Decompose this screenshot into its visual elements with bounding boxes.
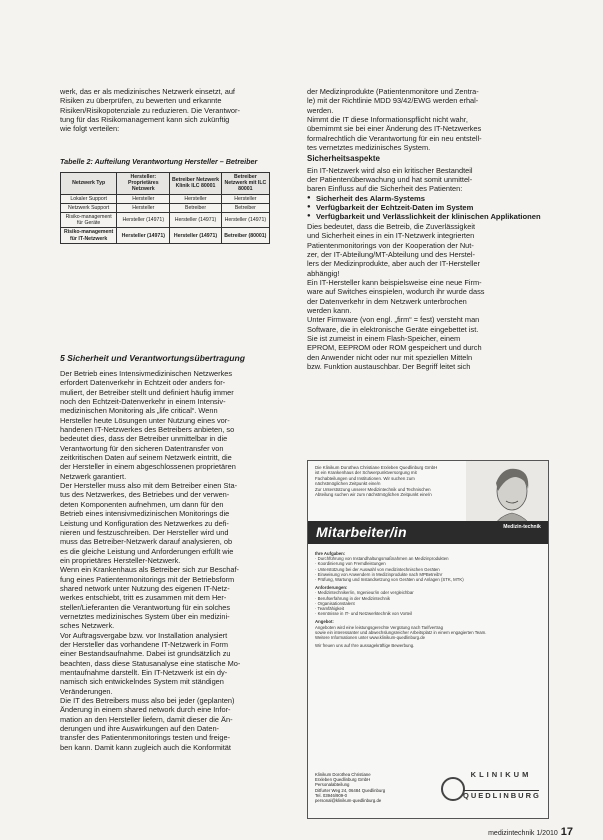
- table-cell: Betreiber (80001): [221, 228, 269, 243]
- text-line: tus des Netzwerkes, des Betriebes und der verwen-: [60, 490, 230, 500]
- table-header-cell: Betreiber Netzwerk mit ILC 80001: [221, 173, 269, 195]
- text-line: den Anwender nicht oder nur mit speziellen Mitteln: [307, 352, 473, 362]
- text-line: fung eines Patientenmonitorings mit der Betriebsform: [60, 574, 235, 584]
- right-column: [307, 87, 543, 371]
- ad-address-line: Ditfurter Weg 24, 06484 Quedlinburg: [315, 787, 386, 793]
- ad-address-line: personal@klinikum-quedlinburg.de: [315, 798, 382, 804]
- responsibility-table: [60, 172, 270, 244]
- ad-requirement-item: · Kenntnisse in IT- und Netzwerktechnik von Vorteil: [315, 611, 412, 617]
- table-caption: Tabelle 2: Aufteilung Verantwortung Hersteller – Betreiber: [60, 157, 258, 166]
- ad-requirement-item: · Medizintechniker/in, Ingenieur/in oder vergleichbar: [315, 590, 414, 596]
- text-line: mentaufnahme darstellt. Ein IT-Netzwerk ist ein dy-: [60, 668, 228, 677]
- table-cell: Hersteller: [117, 203, 170, 212]
- table-cell: Hersteller (14971): [117, 213, 170, 228]
- bullet-item: ● Verfügbarkeit und Verlässlichkeit der klinischen Applikationen: [307, 212, 543, 221]
- text-line: wie folgt verteilen:: [60, 124, 120, 134]
- text-line: der Patientenüberwachung und hat somit unmittel-: [307, 175, 473, 185]
- text-line: Der Betrieb eines Intensivmedizinischen Netzwerkes: [60, 369, 233, 378]
- text-line: Hersteller heute Lösungen unter Nutzung eines vor-: [60, 415, 230, 425]
- table-cell: Lokaler Support: [61, 194, 117, 203]
- bullet-item: ● Sicherheit des Alarm-Systems: [307, 194, 543, 203]
- text-line: werk, das er als medizinisches Netzwerk einsetzt, auf: [60, 87, 235, 96]
- bullet-list: [307, 194, 543, 222]
- text-line: übernimmt sie bei einer Änderung des IT-Netzwerkes: [307, 124, 482, 134]
- text-line: deten Komponenten aufnehmen, um dann für den: [60, 499, 224, 509]
- logo-text-top: KLINIKUM: [470, 770, 532, 779]
- table-header-row: [61, 173, 270, 195]
- text-line: Software, die in elektronische Geräte eingebettet ist.: [307, 324, 479, 334]
- text-line: der Hersteller in einem abgeschlossenen proprietären: [60, 462, 236, 472]
- text-line: transfer des Patientenmonitorings testen und freige-: [60, 733, 231, 743]
- text-line: lers der Medizinprodukte, aber auch der IT-Hersteller: [307, 259, 480, 269]
- table-cell: Hersteller (14971): [170, 213, 221, 228]
- ad-requirements-heading: Anforderungen:: [315, 585, 348, 591]
- text-line: werkes entschiebt, tritt es zusammen mit dem Her-: [60, 593, 227, 603]
- text-line: medizinischen Monitoring als „life critical“. Wenn: [60, 406, 218, 416]
- text-line: Verantwortung für den sicheren Datentransfer von: [60, 443, 224, 453]
- table-cell: Netzwerk Support: [61, 203, 117, 212]
- text-line: formalrechtlich die Verantwortung für ein neu entstell-: [307, 133, 482, 143]
- text-line: handenen IT-Netzwerkes des Betreibers anbieten, so: [60, 425, 235, 435]
- text-line: Ein IT-Hersteller kann beispielsweise eine neue Firm-: [307, 277, 482, 287]
- text-line: abhängig!: [307, 268, 340, 278]
- text-line: Sie ist zumeist in einem Flash-Speicher, einem: [307, 333, 461, 343]
- ad-intro-line: Fachabteilungen und Institutionen. Wir suchen zum: [315, 475, 415, 481]
- ad-body: [308, 544, 548, 648]
- text-line: und Sicherheit eines in ein IT-Netzwerk integrierten: [307, 231, 475, 241]
- ad-address: [315, 772, 425, 803]
- ad-intro-line: Zur Unterstützung unserer Medizintechnik und Technischen: [315, 486, 431, 492]
- ad-offer-line: Weitere Informationen unter www.klinikum-quedlinburg.de: [315, 635, 426, 641]
- text-line: tung für das Risikomanagement kann sich zukünftig: [60, 115, 230, 125]
- table-header-cell: Betreiber Netzwerk Klinik ILC 80001: [170, 173, 221, 195]
- table-row: [61, 213, 270, 228]
- page-number: 17: [560, 826, 573, 838]
- ad-offer-line: sowie ein interessanter und abwechslungsreicher Arbeitsplatz in einem engagierten Team.: [315, 629, 487, 635]
- text-line: der Medizinprodukte (Patientenmonitore und Zentra-: [307, 87, 479, 96]
- text-line: Wenn ein Krankenhaus als Betreiber sich zur Beschaf-: [60, 565, 239, 575]
- text-line: zeitkritischen Daten auf seinem Netzwerk eintritt, die: [60, 453, 232, 463]
- text-line: erfordert Datenverkehr in Echtzeit oder anders for-: [60, 378, 226, 388]
- ad-task-item: · Koordinierung von Fremdleistungen: [315, 561, 386, 567]
- text-line: Der Hersteller muss also mit dem Betreiber einen Sta-: [60, 481, 238, 491]
- ad-requirements-list: [315, 590, 541, 616]
- right-paragraph-3: [307, 222, 543, 372]
- table-cell: Betreiber: [221, 203, 269, 212]
- text-line: Leistung und Konfiguration des Netzwerkes zu defi-: [60, 518, 229, 528]
- left-column-body: [60, 369, 295, 752]
- text-line: Änderung in einem shared network durch eine Infor-: [60, 705, 231, 715]
- ad-tasks-heading: Ihre Aufgaben:: [315, 551, 346, 556]
- text-line: Unter Firmware (von engl. „firm“ = fest) versteht man: [307, 315, 480, 325]
- text-line: einer Bestandsaufnahme. Dabei ist grundsätzlich zu: [60, 649, 231, 659]
- ad-requirement-item: · Teamfähigkeit: [315, 606, 345, 612]
- table-cell: Hersteller: [221, 194, 269, 203]
- ad-requirement-item: · Berufserfahrung in der Medizintechnik: [315, 595, 390, 601]
- table-header-cell: Hersteller: Proprietäres Netzwerk: [117, 173, 170, 195]
- text-line: der Hersteller das vorhandene IT-Netzwerk in Form: [60, 639, 228, 649]
- ad-intro-line: nächstmöglichen Zeitpunkt eine/n: [315, 481, 381, 487]
- right-paragraph-1: [307, 87, 543, 152]
- table-cell: Hersteller (14971): [170, 228, 221, 243]
- table-row: [61, 194, 270, 203]
- text-line: Risiken/Risikopotenziale zu reduzieren. Die Verantwor-: [60, 105, 240, 115]
- table-cell: Hersteller: [117, 194, 170, 203]
- text-line: derungen und ihre Auswirkungen auf den Daten-: [60, 724, 220, 734]
- table-body: [61, 194, 270, 243]
- text-line: bzw. Funktion austauschbar. Der Begriff leitet sich: [307, 361, 471, 371]
- text-line: vernetztes medizinisches System über ein medizini-: [60, 611, 230, 621]
- text-line: shared network unter Nutzung des eigenen IT-Netz-: [60, 583, 230, 593]
- text-line: mation an den Hersteller liefern, damit dieser die Än-: [60, 714, 233, 724]
- ad-address-line: Personalabteilung: [315, 782, 350, 788]
- table-cell: Hersteller (14971): [221, 213, 269, 228]
- text-line: Die IT des Betreibers muss also bei jeder (geplanten): [60, 696, 235, 706]
- text-line: tes vernetztes medizinisches System.: [307, 143, 431, 153]
- subsection-heading: Sicherheitsaspekte: [307, 154, 380, 164]
- text-line: Nimmt die IT diese Informationspflicht nicht wahr,: [307, 115, 468, 125]
- text-line: Risiken zu überprüfen, zu bewerten und erkannte: [60, 96, 222, 106]
- text-line: bedeutet dies, dass der Betreiber unmittelbar in die: [60, 434, 228, 444]
- ad-department: Medizin-technik: [503, 524, 541, 530]
- ad-offer-text: [315, 625, 541, 641]
- ad-intro-line: ist ein Krankenhaus der Schwerpunktversorgung mit: [315, 470, 417, 476]
- text-line: beachten, dass diese Statusanalyse eine statische Mo-: [60, 658, 241, 668]
- ad-offer-line: Angeboten wird eine leistungsgerechte Vergütung nach Tarifvertrag: [315, 624, 443, 630]
- ad-intro-line: Die Klinikum Dorothea Christiane Erxleben Quedlinburg GmbH: [315, 465, 438, 470]
- ad-address-line: Tel. 03946/909-0: [315, 792, 348, 798]
- text-line: werden.: [307, 105, 334, 115]
- text-line: Veränderungen.: [60, 686, 113, 696]
- ad-intro-line: Abteilung suchen wir zum nächstmöglichen Zeitpunkt eine/n: [315, 492, 432, 498]
- text-line: ware auf Switches einspielen, wodurch ihr wurde dass: [307, 287, 485, 297]
- text-line: der Datenverkehr in dem Netzwerk unterbrochen: [307, 296, 467, 306]
- ad-title-bar: [308, 521, 548, 544]
- ad-title: Mitarbeiter/in: [316, 524, 407, 540]
- text-line: steller/Lieferanten die Verantwortung für ein solches: [60, 602, 231, 612]
- table-cell: Betreiber: [170, 203, 221, 212]
- text-line: zer, der IT-Abteilung/MT-Abteilung und des Herstel-: [307, 249, 476, 259]
- text-line: namisch sich entwickelndes System mit ständigen: [60, 677, 224, 687]
- text-line: sches Netzwerk.: [60, 621, 115, 631]
- text-line: ben kann. Damit kann zugleich auch die Konformität: [60, 742, 231, 752]
- ad-address-line: Klinikum Dorothea Christiane: [315, 772, 371, 777]
- table-cell: Hersteller (14971): [117, 228, 170, 243]
- text-line: nieren und festzuschreiben. Der Hersteller wird und: [60, 527, 229, 537]
- table-row: [61, 228, 270, 243]
- text-line: noch den Echtzeit-Datenverkehr in einem Intensiv-: [60, 397, 226, 407]
- ad-intro: [315, 465, 465, 497]
- logo-mark-icon: [441, 777, 465, 801]
- klinikum-logo: [439, 772, 539, 808]
- text-line: EPROM, EEPROM oder ROM gespeichert und durch: [307, 343, 482, 353]
- text-line: muliert, der Betreiber stellt und definiert häufig immer: [60, 387, 234, 397]
- ad-header: [308, 461, 548, 521]
- table-cell: Risiko-management für Geräte: [61, 213, 117, 228]
- ad-offer-heading: Angebot:: [315, 619, 334, 625]
- text-line: werden kann.: [307, 305, 352, 315]
- ad-task-item: · Durchführung von Instandhaltungsmaßnahmen an Medizinprodukten: [315, 556, 449, 562]
- ad-address-line: Erxleben Quedlinburg GmbH: [315, 777, 371, 783]
- ad-footer: [315, 772, 541, 812]
- text-line: Patientenmonitorings von der Kooperation der Nut-: [307, 240, 474, 250]
- page-footer: [488, 826, 573, 838]
- text-line: ein proprietäres Hersteller-Netzwerk.: [60, 555, 181, 565]
- text-line: Dies bedeutet, dass die Betreib, die Zuverlässigkeit: [307, 221, 476, 231]
- ad-task-item: · Einweisung von Anwendern in Medizinprodukte nach MPBetreibV: [315, 571, 443, 577]
- text-line: Netzwerk garantiert.: [60, 471, 127, 481]
- table-cell: Hersteller: [170, 194, 221, 203]
- table-header-cell: Netzwerk Typ: [61, 173, 117, 195]
- text-line: baren Einfluss auf die Sicherheit des Patienten:: [307, 184, 463, 194]
- job-advertisement: [307, 460, 549, 819]
- text-line: muss das Betreiber-Netzwerk darauf analysieren, ob: [60, 537, 233, 547]
- ad-task-item: · Prüfung, Wartung und Instandsetzung von Geräten und Anlagen (STK, MTK): [315, 577, 464, 583]
- left-column-top: [60, 87, 295, 134]
- journal-name: medizintechnik 1/2010: [488, 830, 558, 837]
- text-line: Ein IT-Netzwerk wird also ein kritischer Bestandteil: [307, 165, 473, 175]
- section-heading: 5 Sicherheit und Verantwortungsübertragung: [60, 353, 245, 363]
- logo-text-bottom: QUEDLINBURG: [463, 791, 541, 800]
- ad-requirement-item: · Organisationstalent: [315, 600, 355, 606]
- text-line: es die gleiche Leistung und Anforderungen erfüllt wie: [60, 546, 234, 556]
- text-line: Vor Auftragsvergabe bzw. vor Installation analysiert: [60, 630, 228, 640]
- bullet-item: ● Verfügbarkeit der Echtzeit-Daten im System: [307, 203, 543, 212]
- table-cell: Risiko-management für IT-Netzwerk: [61, 228, 117, 243]
- right-paragraph-2: [307, 166, 543, 194]
- ad-contact-line: Wir freuen uns auf Ihre aussagekräftige Bewerbung.: [315, 643, 415, 649]
- text-line: le) mit der Richtlinie MDD 93/42/EWG werden erhal-: [307, 96, 479, 106]
- ad-task-item: · Unterstützung bei der Auswahl von medizintechnischen Geräten: [315, 566, 440, 572]
- ad-tasks-list: [315, 556, 541, 582]
- text-line: Betrieb eines intensivmedizinischen Monitorings die: [60, 509, 230, 519]
- table-row: [61, 203, 270, 212]
